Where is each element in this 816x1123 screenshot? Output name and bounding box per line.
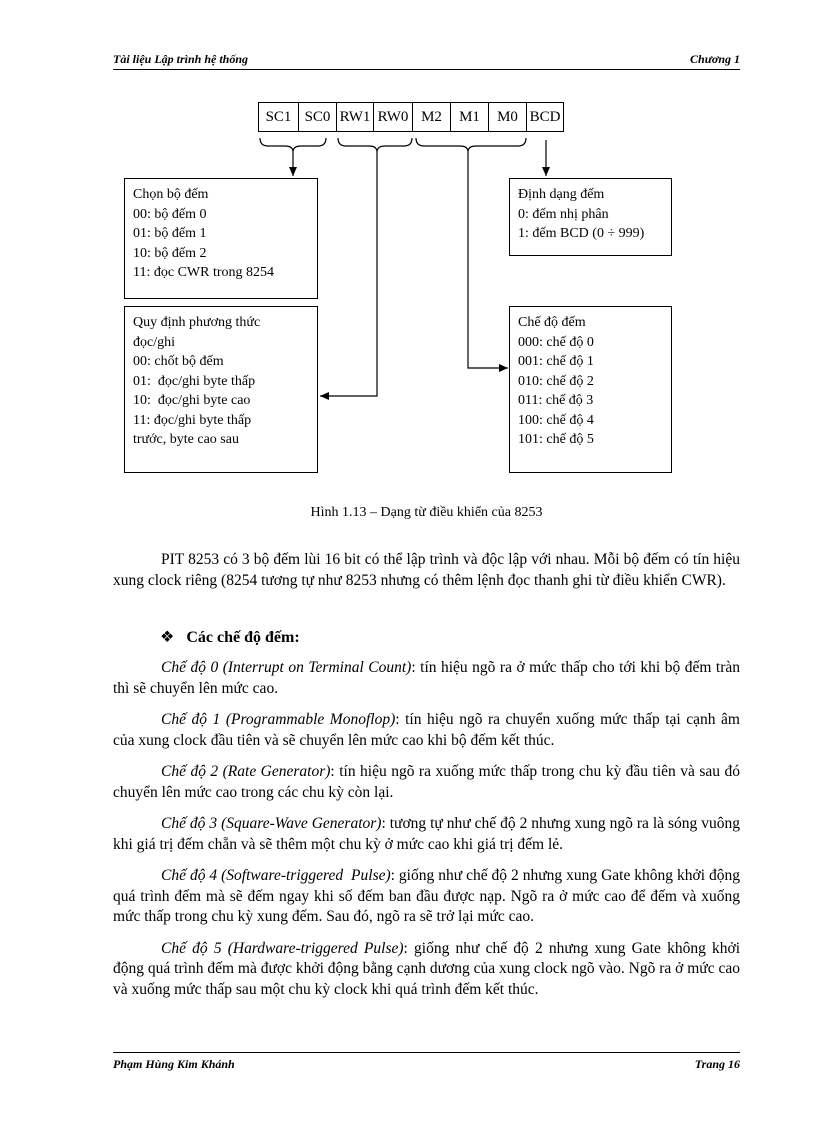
counter-select-line: 01: bộ đếm 1	[133, 226, 207, 241]
mode-paragraph	[113, 762, 740, 803]
mode-paragraph	[113, 939, 740, 1001]
rw-mode-line: 11: đọc/ghi byte thấp	[133, 412, 252, 428]
mode-description: : giống như chế độ 2 nhưng xung Gate không khởi động quá trình đếm mà được khởi động bằng cạnh dương của xung clock ngõ vào. Ngõ ra ở mức cao và xuống mức thấp sau một chu kỳ clock khi quá trình đếm kết thúc.	[113, 939, 741, 998]
mode-name: Chế độ 4 (Software-triggered Pulse)	[161, 867, 391, 884]
counter-select-line: 11: đọc CWR trong 8254	[133, 265, 275, 280]
count-mode-line: Chế độ đếm	[518, 315, 586, 330]
count-format-line: 0: đếm nhị phân	[518, 206, 609, 222]
mode-description: : tín hiệu ngõ ra chuyển xuống mức thấp tại cạnh âm của xung clock đầu tiên và sẽ chuyển lên mức cao khi bộ đếm kết thúc.	[113, 711, 740, 749]
mode-name: Chế độ 1 (Programmable Monoflop)	[161, 711, 396, 728]
intro-paragraph-block	[113, 550, 740, 591]
counter-select-line: Chọn bộ đếm	[133, 187, 209, 202]
count-mode-box	[509, 306, 672, 473]
bit-field-rw0: RW0	[373, 103, 412, 131]
footer-page-number: Trang 16	[694, 1057, 740, 1071]
rw-mode-line: 10: đọc/ghi byte cao	[133, 393, 251, 408]
mode-paragraph	[113, 658, 740, 699]
mode-description: : tín hiệu ngõ ra ở mức thấp cho tới khi bộ đếm tràn thì sẽ chuyển lên mức cao.	[113, 659, 740, 697]
bit-field-sc0: SC0	[298, 103, 336, 131]
arrow-m-to-count-mode	[468, 152, 508, 368]
count-mode-line: 010: chế độ 2	[518, 373, 594, 389]
mode-description: : giống như chế độ 2 nhưng xung Gate không khởi động quá trình đếm mà sẽ đếm ngay khi số đếm ban đầu được nạp. Ngõ ra ở mức cao để đếm và xuống mức thấp trong chu kỳ xung đếm. Sau đó, ngõ ra sẽ trở lại mức cao.	[113, 867, 740, 925]
rw-mode-line: 00: chốt bộ đếm	[133, 354, 224, 369]
figure-caption: Hình 1.13 – Dạng từ điều khiển của 8253	[310, 505, 543, 520]
mode-name: Chế độ 5 (Hardware-triggered Pulse)	[161, 939, 404, 957]
counter-select-line: 00: bộ đếm 0	[133, 206, 207, 222]
count-format-line: Định dạng đếm	[518, 187, 605, 202]
section-heading	[160, 627, 300, 647]
rw-mode-line: Quy định phương thức	[133, 315, 261, 330]
intro-paragraph: PIT 8253 có 3 bộ đếm lùi 16 bit có thể lập trình và độc lập với nhau. Mỗi bộ đếm có tín hiệu xung clock riêng (8254 tương tự như 8253 nhưng có thêm lệnh đọc thanh ghi từ điều khiển CWR).	[113, 551, 740, 589]
rw-mode-line: trước, byte cao sau	[133, 432, 239, 447]
mode-name: Chế độ 0 (Interrupt on Terminal Count)	[161, 659, 412, 676]
rw-mode-line: đọc/ghi	[133, 334, 175, 350]
count-mode-line: 000: chế độ 0	[518, 334, 594, 350]
footer-author: Phạm Hùng Kim Khánh	[113, 1057, 235, 1071]
mode-description: : tương tự như chế độ 2 nhưng xung ngõ ra là sóng vuông khi giá trị đếm chẵn và sẽ thêm một chu kỳ ở mức cao khi giá trị đếm lẻ.	[113, 815, 740, 853]
rw-mode-box	[124, 306, 318, 473]
section-title: Các chế độ đếm:	[186, 629, 300, 646]
bit-field-m1: M1	[450, 103, 488, 131]
bit-field-m2: M2	[412, 103, 450, 131]
mode-paragraph	[113, 814, 740, 855]
arrow-rw-to-rw-mode	[320, 152, 377, 396]
mode-paragraph	[113, 710, 740, 751]
mode-paragraph	[113, 866, 740, 928]
footer-divider	[113, 1052, 740, 1053]
brace-m	[416, 138, 526, 152]
diamond-bullet-icon: ❖	[160, 629, 175, 646]
diagram-connectors	[0, 0, 816, 500]
counter-select-box	[124, 178, 318, 299]
header-doc-title: Tài liệu Lập trình hệ thống	[113, 52, 249, 66]
count-format-line: 1: đếm BCD (0 ÷ 999)	[518, 226, 645, 241]
brace-rw	[338, 138, 412, 152]
counter-select-line: 10: bộ đếm 2	[133, 245, 207, 261]
count-mode-line: 100: chế độ 4	[518, 412, 594, 428]
brace-sc	[260, 138, 326, 152]
count-mode-line: 011: chế độ 3	[518, 393, 594, 408]
mode-name: Chế độ 2 (Rate Generator)	[161, 763, 331, 780]
mode-description: : tín hiệu ngõ ra xuống mức thấp trong chu kỳ đầu tiên và sau đó chuyển lên mức cao trong các chu kỳ còn lại.	[113, 763, 740, 801]
count-mode-line: 101: chế độ 5	[518, 432, 594, 447]
bit-field-bcd: BCD	[526, 103, 563, 131]
header-chapter: Chương 1	[690, 52, 740, 66]
mode-name: Chế độ 3 (Square-Wave Generator)	[161, 815, 382, 832]
count-format-box	[509, 178, 672, 256]
page-footer	[113, 1057, 740, 1075]
rw-mode-line: 01: đọc/ghi byte thấp	[133, 373, 256, 389]
bit-field-sc1: SC1	[265, 109, 292, 125]
bit-field-rw1: RW1	[336, 103, 373, 131]
modes-list	[113, 658, 740, 1000]
bit-field-m0: M0	[488, 103, 526, 131]
count-mode-line: 001: chế độ 1	[518, 354, 594, 369]
